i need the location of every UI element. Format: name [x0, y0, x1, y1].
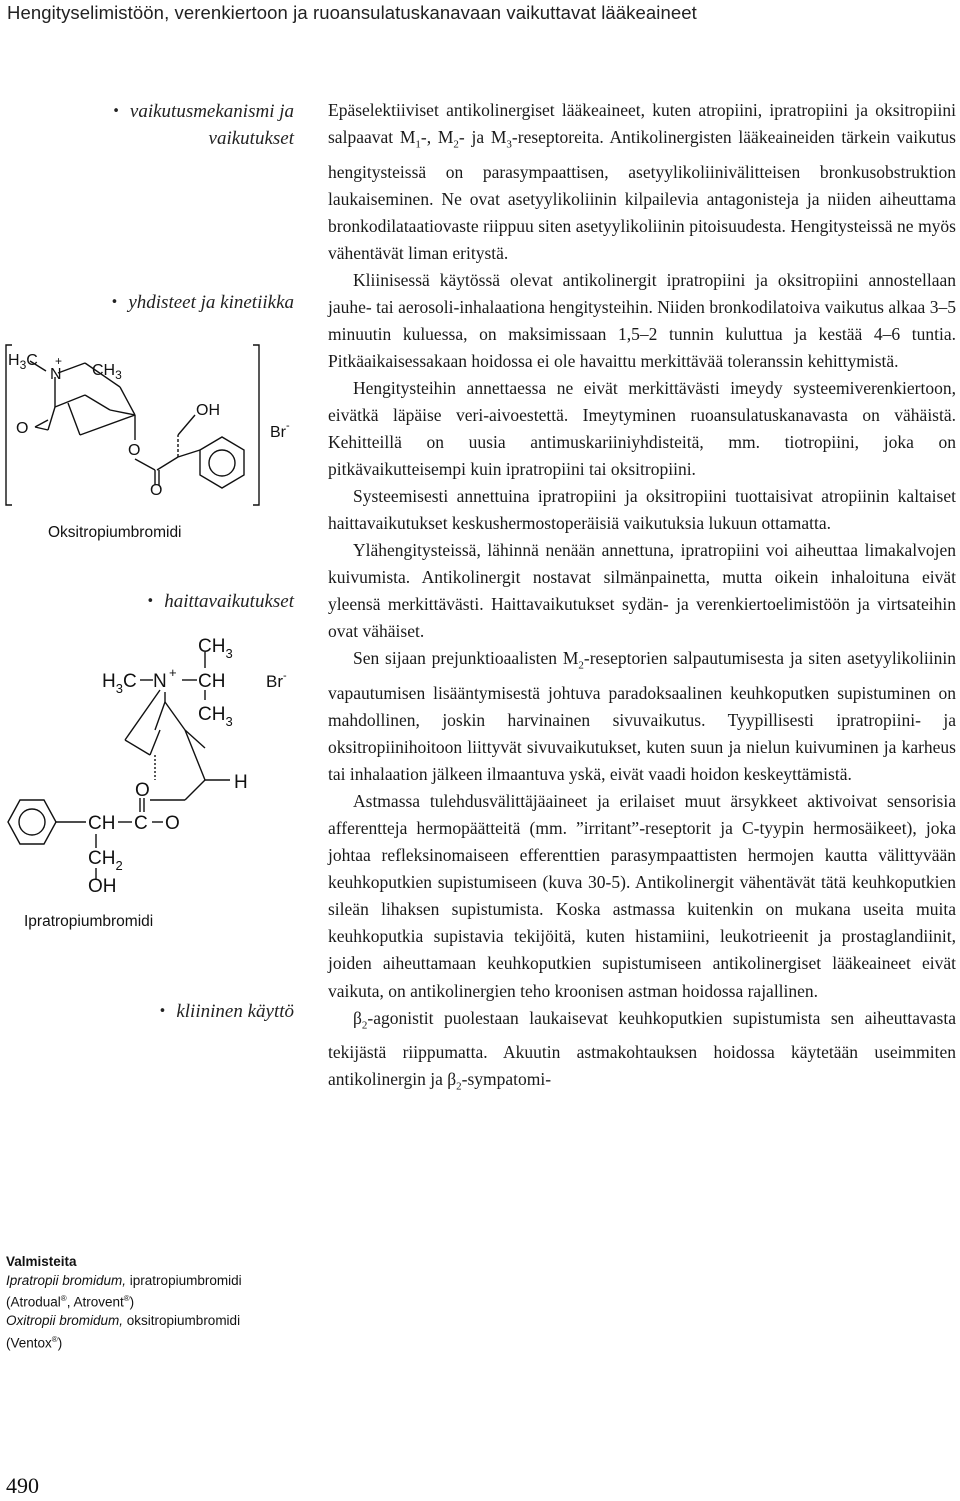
- svg-text:O: O: [128, 442, 141, 459]
- products-line-3: Oxitropii bromidum, oksitropiumbromidi: [6, 1313, 241, 1328]
- oxitropium-labels: [8, 352, 290, 499]
- bullet-icon: •: [112, 104, 120, 119]
- svg-text:CH: CH: [198, 671, 226, 692]
- svg-text:O: O: [150, 482, 163, 499]
- svg-text:CH: CH: [88, 813, 116, 834]
- paragraph-3: Hengitysteihin annettaessa ne eivät merkittävästi imeydy systeemiverenkiertoon, eivätkä läpäise veri-aivoestettä. Imeytyminen ruoansulatuskanavasta on vähäistä. Kehitteillä on uusia antimuskariiniyhdisteitä, mm. tiotropiini, joka on pitkävaikutteisempi kuin ipratropiini tai oksitropiini.: [328, 377, 956, 480]
- ipratropium-caption: Ipratropiumbromidi: [24, 913, 154, 930]
- oxitropium-structure: [0, 335, 305, 515]
- main-text: [328, 97, 956, 1101]
- page-number: 490: [6, 1473, 39, 1498]
- bullet-icon: •: [158, 1004, 167, 1019]
- paragraph-8: $\beta_2$-agonistit puolestaan laukaisevat keuhkoputkien supistumista sen aiheuttavasta tekijästä riippumatta. Akuutin astmakohtauksen hoidossa käytetään useimmiten antikolinergin ja $\beta_2-sympatomi-$: [328, 1007, 956, 1093]
- products-line-2: (Atrodual®, Atrovent®): [6, 1294, 135, 1310]
- svg-text:OH: OH: [196, 402, 220, 419]
- svg-text:H3C: $H_3C$: [8, 352, 38, 372]
- sidehead-side-effects-text: haittavaikutukset: [164, 591, 294, 612]
- paragraph-5: Ylähengitysteissä, lähinnä nenään annettuna, ipratropiini voi aiheuttaa limakalvojen kuivumista. Antikolinergit nostavat silmänpainetta, mutta oikein inhaloituna eivät yleensä merkittävästi. Haittavaikutukset sydän- ja verenkiertoelimistöön ja virtsateihin ovat vähäiset.: [328, 540, 956, 642]
- products-box: [6, 1253, 242, 1353]
- bullet-icon: •: [110, 295, 119, 310]
- running-header: Hengityselimistöön, verenkiertoon ja ruoansulatuskanavaan vaikuttavat lääkeaineet: [7, 2, 697, 23]
- oxitropium-caption: Oksitropiumbromidi: [48, 524, 182, 541]
- paragraph-7: Astmassa tulehdusvälittäjäaineet ja erilaiset muut ärsykkeet aktivoivat sensorisia afferentteja hermopäätteitä (mm. ”irritant”-reseptorit ja C-tyypin hermosäikeet), joka johtaa refleksinomaiseen efferenttien parasympaattisten hermojen kautta välittyvään keuhkoputkien supistumiseen (kuva 30-5). Antikolinergit vähentävät tätä keuhkoputkien sileän lihaksen supistumista. Koska astmassa kuitenkin on mukana useita muita keuhkoputkia supistavia tekijöitä, kuten histamiini, leukotrieenit ja prostaglandiinit, joiden aiheuttamaan keuhkoputkien supistumiseen antikolinergiset lääkeaineet eivät vaikuta, on antikolinergien teho kroonisen astman hoidossa rajallinen.: [328, 791, 956, 1001]
- bullet-icon: •: [146, 594, 155, 609]
- svg-text:H: H: [234, 772, 248, 793]
- ipratropium-structure: [0, 630, 310, 900]
- svg-text:+: +: [55, 354, 63, 368]
- svg-text:H3C: $H_3C$: [102, 671, 137, 696]
- sidehead-clinical-use-text: kliininen käyttö: [176, 1001, 294, 1022]
- sidehead-compounds: [111, 290, 294, 317]
- sidehead-mechanism: [112, 99, 294, 151]
- svg-text:O: O: [16, 420, 29, 437]
- svg-text:O: O: [165, 813, 180, 834]
- sidehead-clinical-use: [159, 999, 294, 1026]
- svg-text:CH3: $CH_3$: [198, 704, 233, 729]
- svg-text:CH3: $CH_3$: [92, 362, 122, 382]
- svg-text:N: N: [50, 366, 62, 383]
- svg-text:OH: OH: [88, 876, 117, 897]
- paragraph-2: Kliinisessä käytössä olevat antikolinergit ipratropiini ja oksitropiini annostellaan jauhe- tai aerosoli-inhalaationa hengitysteihin. Niiden bronkodilatoiva vaikutus alkaa 3–5 minuutin kuluessa, on maksimissaan 1,5–2 tunnin kuluttua ja kestää 4–6 tuntia. Pitkäaikaisessakaan hoidossa ei ole havaittu merkittävää toleranssin kehittymistä.: [328, 269, 956, 371]
- ipratropium-labels: [88, 636, 287, 897]
- paragraph-4: Systeemisesti annettuina ipratropiini ja oksitropiini tuottaisivat atropiinin kaltaiset haittavaikutukset keskushermostoperäisiä vaikutuksia lukuun ottamatta.: [328, 486, 956, 534]
- sidehead-side-effects: [147, 589, 294, 616]
- svg-text:Br-: Br-: [266, 670, 287, 691]
- sidehead-mechanism-line2: vaikutukset: [208, 128, 294, 149]
- svg-text:N: N: [153, 671, 167, 692]
- sidehead-compounds-text: yhdisteet ja kinetiikka: [128, 292, 294, 313]
- paragraph-6: Sen sijaan prejunktioaalisten $M_2$-reseptorien salpautumisesta ja siten asetyylikoliinin vapautumisen lisääntymisestä johtuva paradoksaalinen keuhkoputken supistuminen on mahdollinen, joskin harvinainen sivuvaikutus. Tyypillisesti ipratropiini- ja oksitropiinihoitoon liittyvät sivuvaikutukset, kuten suun ja nielun kuivuminen ja karheus tai inhalaation jälkeen ilmaantuva yskä, eivät vaadi hoidon keskeyttämistä.: [328, 648, 956, 785]
- svg-text:C: C: [134, 813, 148, 834]
- svg-text:O: O: [135, 780, 150, 801]
- svg-text:CH3: $CH_3$: [198, 636, 233, 661]
- sidehead-mechanism-line1: vaikutusmekanismi ja: [129, 101, 294, 122]
- svg-text:Br-: Br-: [270, 420, 290, 441]
- svg-text:CH2: $CH_2$: [88, 848, 123, 873]
- paragraph-1: Epäselektiiviset antikolinergiset lääkeaineet, kuten atropiini, ipratropiini ja oksitropiini salpaavat $M_1-$, $M_2-$ ja $M_3$-reseptoreita. Antikolinergisten lääkeaineiden tärkein vaikutus hengitysteissä on parasympaattisen, asetyylikoliinivälitteisen bronkusobstruktion laukaiseminen. Ne ovat asetyylikoliinin kilpailevia antagonisteja ja niiden aiheuttama bronkodilataatiovaste riippuu siten asetyylikoliinin pitoisuudesta. Hengitysteissä ne myös vähentävät liman eritystä.: [328, 100, 956, 263]
- products-line-1: Ipratropii bromidum, ipratropiumbromidi: [6, 1272, 242, 1288]
- products-line-4: (Ventox®): [6, 1334, 63, 1350]
- products-title: Valmisteita: [6, 1254, 77, 1269]
- svg-text:+: +: [169, 665, 177, 680]
